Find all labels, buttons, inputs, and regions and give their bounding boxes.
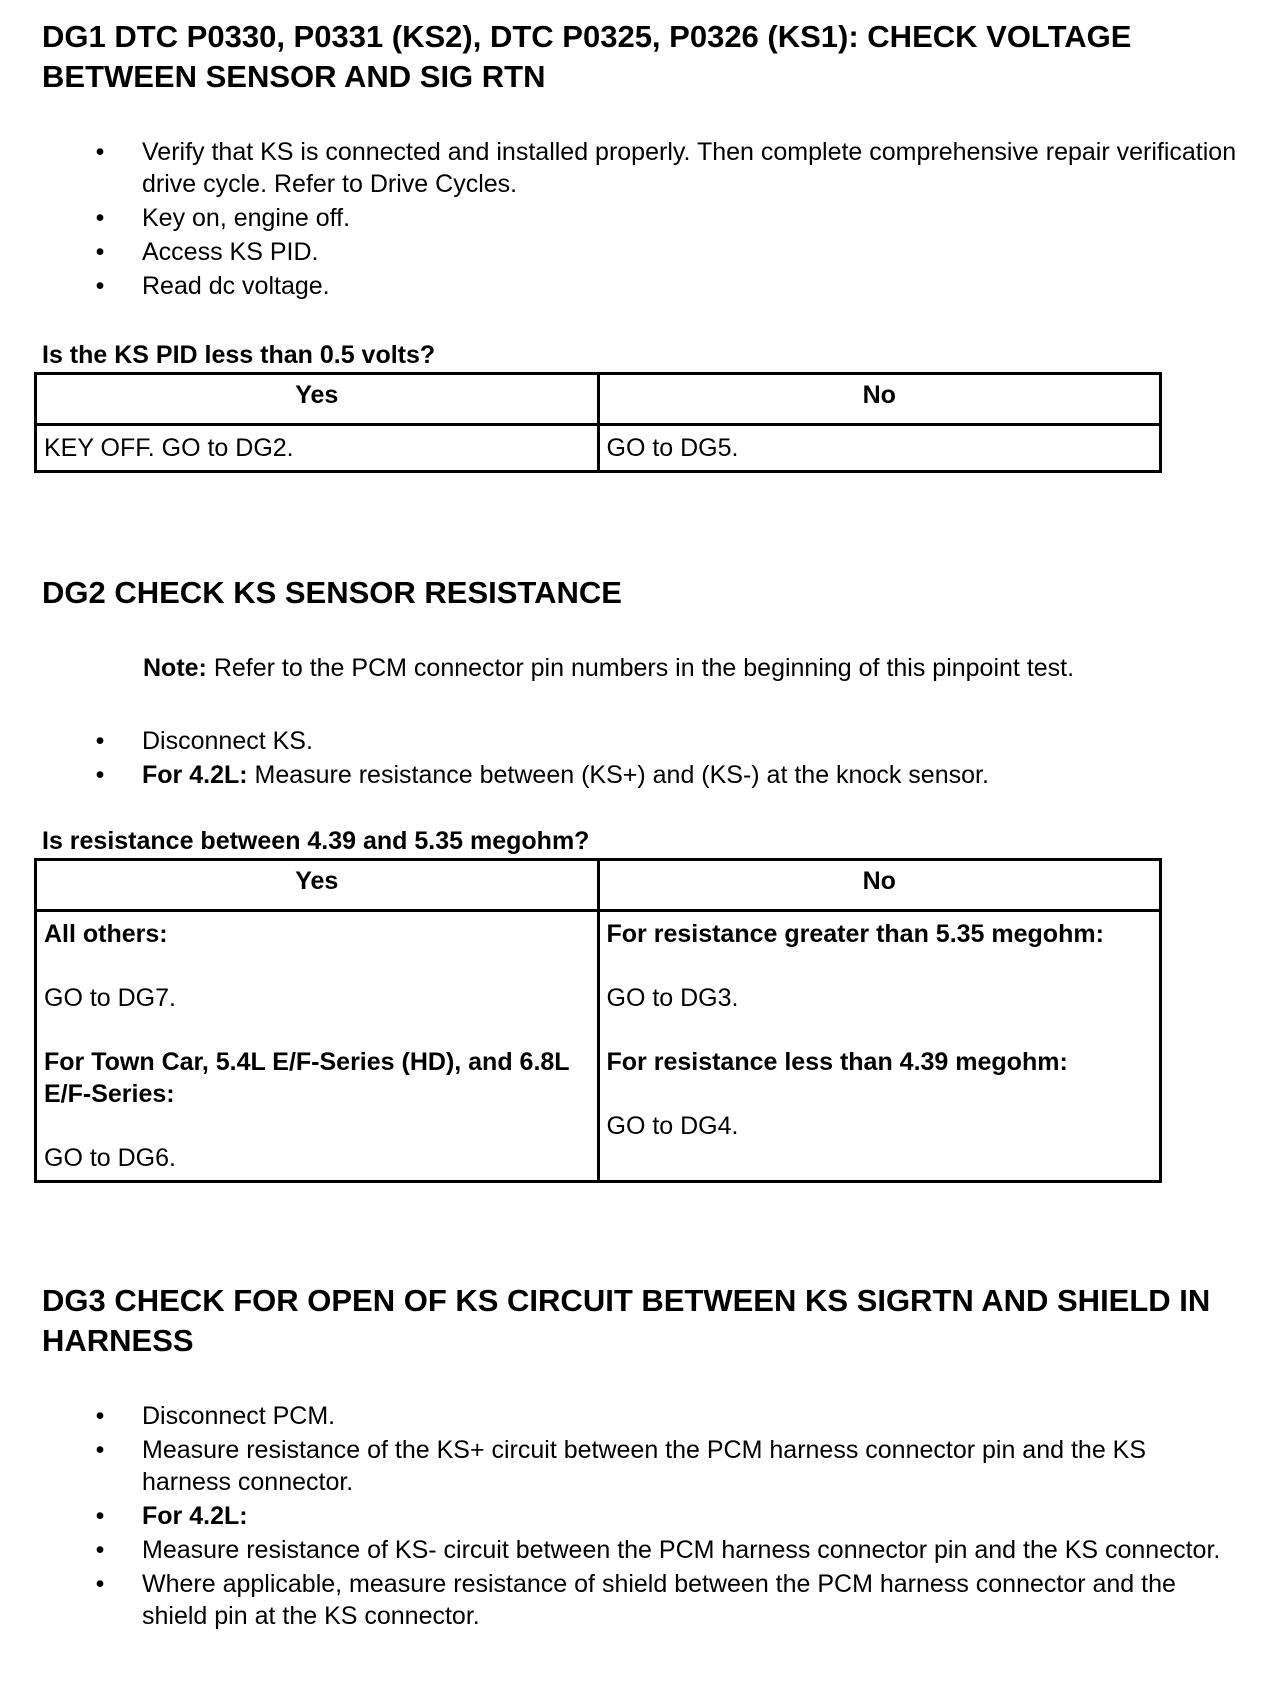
bullet-icon: • <box>95 761 105 789</box>
bullet-icon: • <box>95 1402 105 1430</box>
list-item: • For 4.2L: <box>90 1500 1240 1532</box>
dg2-yes-no-table <box>34 858 1162 1183</box>
list-item: • Measure resistance of the KS+ circuit between the PCM harness connector pin and the KS harness connector. <box>90 1434 1240 1498</box>
list-item: • Access KS PID. <box>90 236 1240 268</box>
bullet-icon: • <box>95 1502 105 1530</box>
bullet-icon: • <box>95 272 105 300</box>
dg1-yes-no-table <box>34 372 1162 473</box>
note-label: Note: <box>143 654 207 682</box>
yes-cell: All others: GO to DG7. For Town Car, 5.4L E/F-Series (HD), and 6.8L E/F-Series: GO to DG6. <box>36 911 599 1182</box>
bullet-icon: • <box>95 1436 105 1464</box>
dg3-heading: DG3 CHECK FOR OPEN OF KS CIRCUIT BETWEEN KS SIGRTN AND SHIELD IN HARNESS <box>42 1283 1211 1358</box>
list-item: • Disconnect KS. <box>90 725 1240 757</box>
list-item: • Where applicable, measure resistance of shield between the PCM harness connector and the shield pin at the KS connector. <box>90 1568 1240 1632</box>
dg2-question: Is resistance between 4.39 and 5.35 megohm? <box>42 827 590 855</box>
table-header-row <box>36 374 1161 425</box>
list-item: • Measure resistance of KS- circuit between the PCM harness connector pin and the KS connector. <box>90 1534 1240 1566</box>
yes-header: Yes <box>36 860 599 911</box>
no-cell: GO to DG5. <box>598 425 1161 472</box>
table-row <box>36 425 1161 472</box>
no-cell: For resistance greater than 5.35 megohm: GO to DG3. For resistance less than 4.39 megohm: GO to DG4. <box>598 911 1161 1182</box>
list-item: • Read dc voltage. <box>90 270 1240 302</box>
note-text: Refer to the PCM connector pin numbers in the beginning of this pinpoint test. <box>206 654 1075 682</box>
list-item: • For 4.2L: Measure resistance between (KS+) and (KS-) at the knock sensor. <box>90 759 1240 791</box>
no-header: No <box>598 374 1161 425</box>
list-item: • Disconnect PCM. <box>90 1400 1240 1432</box>
bullet-icon: • <box>95 727 105 755</box>
list-item: • Verify that KS is connected and installed properly. Then complete comprehensive repair verification drive cycle. Refer to Drive Cycles. <box>90 136 1240 200</box>
list-item: • Key on, engine off. <box>90 202 1240 234</box>
yes-cell: KEY OFF. GO to DG2. <box>36 425 599 472</box>
bullet-icon: • <box>95 1536 105 1564</box>
bullet-icon: • <box>95 238 105 266</box>
bullet-icon: • <box>95 1570 105 1598</box>
dg3-steps-list <box>90 1400 1240 1634</box>
dg1-heading: DG1 DTC P0330, P0331 (KS2), DTC P0325, P0326 (KS1): CHECK VOLTAGE BETWEEN SENSOR AND SIG RTN <box>42 19 1132 94</box>
bullet-icon: • <box>95 138 105 166</box>
dg2-note <box>143 652 1243 684</box>
table-header-row <box>36 860 1161 911</box>
yes-header: Yes <box>36 374 599 425</box>
dg1-question: Is the KS PID less than 0.5 volts? <box>42 341 436 369</box>
table-row <box>36 911 1161 1182</box>
dg2-heading: DG2 CHECK KS SENSOR RESISTANCE <box>42 575 622 610</box>
dg1-steps-list <box>90 136 1240 304</box>
dg2-steps-list <box>90 725 1240 793</box>
no-header: No <box>598 860 1161 911</box>
bullet-icon: • <box>95 204 105 232</box>
